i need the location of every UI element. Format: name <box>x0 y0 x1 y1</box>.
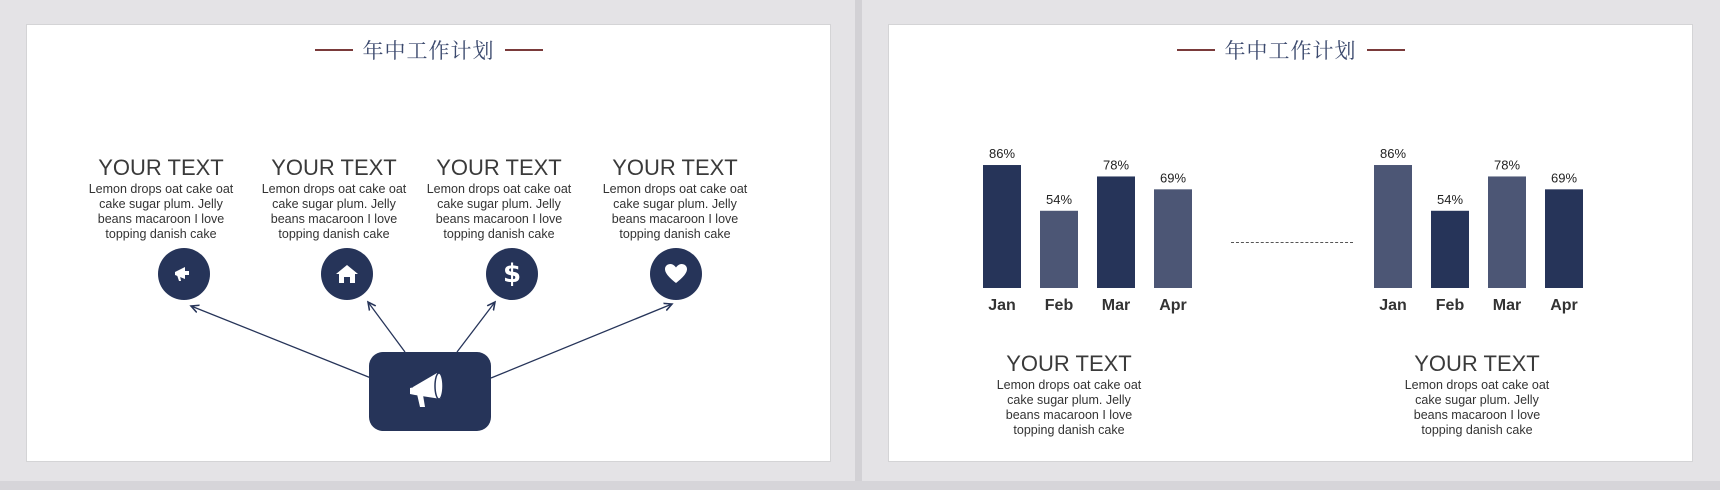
data-label: 69% <box>1550 170 1578 186</box>
body-line: topping danish cake <box>619 227 731 241</box>
text-heading: YOUR TEXT <box>98 155 224 180</box>
body-line: beans macaroon I love <box>97 212 225 226</box>
text-heading: YOUR TEXT <box>612 155 738 180</box>
body-line: beans macaroon I love <box>435 212 563 226</box>
x-tick-label: Mar <box>1492 297 1522 314</box>
text-heading: YOUR TEXT <box>436 155 562 180</box>
body-line: topping danish cake <box>1013 423 1125 437</box>
data-label: 86% <box>1379 146 1407 162</box>
body-line: beans macaroon I love <box>1005 408 1133 422</box>
title-text: 年中工作计划 <box>362 39 495 63</box>
dollar-icon[interactable]: $ <box>486 248 538 300</box>
data-label: 78% <box>1102 157 1130 173</box>
bar-chart-right <box>1366 120 1606 320</box>
body-line: Lemon drops oat cake oat <box>996 378 1142 392</box>
title-rule-right <box>1367 49 1405 51</box>
body-line: Lemon drops oat cake oat <box>602 182 748 196</box>
x-tick-label: Jan <box>1379 297 1407 314</box>
x-tick-label: Feb <box>1435 297 1465 314</box>
body-line: cake sugar plum. Jelly <box>1007 393 1131 407</box>
bar-jan[interactable] <box>1374 165 1412 288</box>
x-tick-label: Feb <box>1044 297 1074 314</box>
bar-jan[interactable] <box>983 165 1021 288</box>
bar-chart-left <box>975 120 1215 320</box>
text-heading: YOUR TEXT <box>1414 351 1540 376</box>
body-line: cake sugar plum. Jelly <box>1415 393 1539 407</box>
caption-right <box>1397 351 1557 438</box>
chart-svg <box>975 120 1215 320</box>
megaphone-icon <box>407 367 453 416</box>
arrow-to-megaphone <box>191 306 371 378</box>
body-line: cake sugar plum. Jelly <box>437 197 561 211</box>
bar-apr[interactable] <box>1545 189 1583 288</box>
body-line: beans macaroon I love <box>270 212 398 226</box>
caption-left <box>989 351 1149 438</box>
body-line: Lemon drops oat cake oat <box>1404 378 1550 392</box>
data-label: 54% <box>1436 191 1464 207</box>
x-tick-label: Apr <box>1550 297 1578 314</box>
slide-title <box>889 35 1692 65</box>
body-line: topping danish cake <box>278 227 390 241</box>
data-label: 69% <box>1159 170 1187 186</box>
text-body <box>989 378 1149 438</box>
bar-feb[interactable] <box>1431 211 1469 288</box>
chart-svg <box>1366 120 1606 320</box>
body-line: cake sugar plum. Jelly <box>99 197 223 211</box>
body-line: cake sugar plum. Jelly <box>613 197 737 211</box>
body-line: topping danish cake <box>443 227 555 241</box>
body-line: Lemon drops oat cake oat <box>88 182 234 196</box>
arrow-to-dollar <box>457 302 495 352</box>
title-rule-left <box>1177 49 1215 51</box>
bar-apr[interactable] <box>1154 189 1192 288</box>
slide-2[interactable] <box>888 24 1693 462</box>
arrow-to-home <box>368 302 405 352</box>
text-body <box>1397 378 1557 438</box>
text-heading: YOUR TEXT <box>1006 351 1132 376</box>
panel-divider <box>855 0 862 490</box>
x-tick-label: Jan <box>988 297 1016 314</box>
body-line: Lemon drops oat cake oat <box>261 182 407 196</box>
body-line: beans macaroon I love <box>1413 408 1541 422</box>
body-line: topping danish cake <box>105 227 217 241</box>
body-line: topping danish cake <box>1421 423 1533 437</box>
bottom-strip <box>0 481 1720 490</box>
dashed-separator <box>1231 242 1353 243</box>
data-label: 54% <box>1045 191 1073 207</box>
bar-mar[interactable] <box>1488 176 1526 288</box>
body-line: beans macaroon I love <box>611 212 739 226</box>
data-label: 78% <box>1493 157 1521 173</box>
text-heading: YOUR TEXT <box>271 155 397 180</box>
arrow-to-heart <box>491 304 672 378</box>
body-line: cake sugar plum. Jelly <box>272 197 396 211</box>
x-tick-label: Mar <box>1101 297 1131 314</box>
bar-mar[interactable] <box>1097 176 1135 288</box>
x-tick-label: Apr <box>1159 297 1187 314</box>
bar-feb[interactable] <box>1040 211 1078 288</box>
slide-1[interactable] <box>26 24 831 462</box>
body-line: Lemon drops oat cake oat <box>426 182 572 196</box>
data-label: 86% <box>988 146 1016 162</box>
title-text: 年中工作计划 <box>1224 39 1357 63</box>
hub-button[interactable] <box>369 352 491 431</box>
